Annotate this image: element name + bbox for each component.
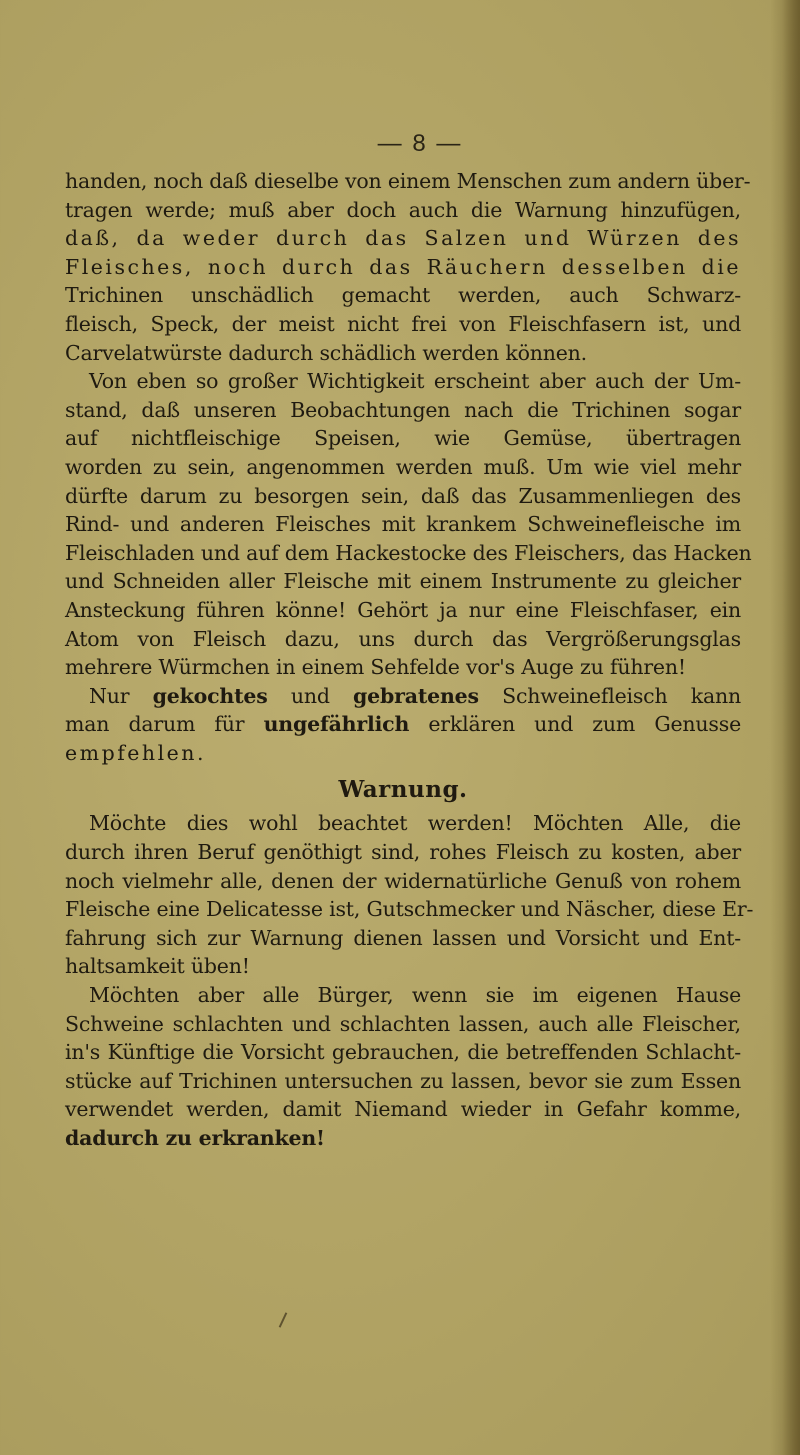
emphasis-roasted: gebratenes xyxy=(353,683,479,708)
text-line: worden zu sein, angenommen werden muß. Um wie viel mehr xyxy=(65,454,741,479)
text-line: Fleische eine Delicatesse ist, Gutschmecker und Näscher, diese Er- xyxy=(65,897,754,922)
text-line: daß, da weder durch das Salzen und Würzen des xyxy=(65,226,741,251)
text-line xyxy=(65,682,741,711)
paragraph-continuation xyxy=(65,167,751,367)
text-line: fleisch, Speck, der meist nicht frei von Fleischfasern ist, und xyxy=(65,311,741,336)
emphasis-harmless: ungefährlich xyxy=(263,712,410,737)
text-line: empfehlen. xyxy=(65,740,207,765)
text-line: fahrung sich zur Warnung dienen lassen und Vorsicht und Ent- xyxy=(65,925,741,950)
text-line: handen, noch daß dieselbe von einem Menschen zum andern über- xyxy=(65,169,751,193)
paragraph-importance xyxy=(65,367,752,682)
text-line: auf nichtfleischige Speisen, wie Gemüse, übertragen xyxy=(65,426,741,451)
text-line: Schweine schlachten und schlachten lassen, auch alle Fleischer, xyxy=(65,1011,741,1036)
text-line: und Schneiden aller Fleische mit einem Instrumente zu gleicher xyxy=(65,569,741,594)
section-heading: Warnung. xyxy=(338,776,468,804)
text-line: mehrere Würmchen in einem Sehfelde vor's Auge zu führen! xyxy=(65,655,686,680)
text-line: Trichinen unschädlich gemacht werden, auch Schwarz- xyxy=(65,283,741,308)
pencil-mark xyxy=(279,1312,288,1327)
text-segment: und xyxy=(267,683,354,708)
text-line: Fleisches, noch durch das Räuchern desselben die xyxy=(65,254,741,279)
text-line xyxy=(65,710,741,739)
text-line: Carvelatwürste dadurch schädlich werden können. xyxy=(65,340,587,365)
warning-section xyxy=(65,775,754,1152)
text-line: Von eben so großer Wichtigkeit erscheint aber auch der Um- xyxy=(89,369,741,394)
text-line: stand, daß unseren Beobachtungen nach die Trichinen sogar xyxy=(65,397,741,422)
body-text xyxy=(65,167,754,1153)
text-line: haltsamkeit üben! xyxy=(65,954,250,979)
text-segment: man darum für xyxy=(65,712,264,737)
text-line: Möchte dies wohl beachtet werden! Möchten Alle, die xyxy=(89,811,741,836)
text-line: dadurch zu erkranken! xyxy=(65,1126,325,1150)
text-segment: erklären und zum Genusse xyxy=(409,712,742,737)
text-line: verwendet werden, damit Niemand wieder in Gefahr komme, xyxy=(65,1097,741,1122)
text-line: Möchten aber alle Bürger, wenn sie im eigenen Hause xyxy=(89,983,741,1008)
text-line: Ansteckung führen könne! Gehört ja nur eine Fleischfaser, ein xyxy=(65,597,741,622)
text-line: in's Künftige die Vorsicht gebrauchen, die betreffenden Schlacht- xyxy=(65,1040,741,1065)
page-number: — 8 — xyxy=(377,130,463,157)
text-line: Atom von Fleisch dazu, uns durch das Vergrößerungsglas xyxy=(65,626,741,651)
text-line: noch vielmehr alle, denen der widernatürliche Genuß von rohem xyxy=(65,868,741,893)
text-line: Fleischladen und auf dem Hackestocke des Fleischers, das Hacken xyxy=(65,540,752,565)
text-line: dürfte darum zu besorgen sein, daß das Zusammenliegen des xyxy=(65,483,741,508)
text-line: Rind- und anderen Fleisches mit krankem Schweinefleische im xyxy=(65,512,741,537)
text-line: tragen werde; muß aber doch auch die Warnung hinzufügen, xyxy=(65,197,741,222)
text-segment: Nur xyxy=(89,683,153,708)
text-segment: Schweinefleisch kann xyxy=(478,683,741,708)
text-line: stücke auf Trichinen untersuchen zu lassen, bevor sie zum Essen xyxy=(65,1068,741,1093)
warning-paragraph-2 xyxy=(65,981,741,1153)
binding-edge xyxy=(782,0,800,1455)
warning-paragraph-1 xyxy=(65,809,754,981)
paragraph-recommendation xyxy=(65,682,741,768)
emphasis-cooked: gekochtes xyxy=(152,683,268,708)
text-line: durch ihren Beruf genöthigt sind, rohes Fleisch zu kosten, aber xyxy=(65,840,741,865)
